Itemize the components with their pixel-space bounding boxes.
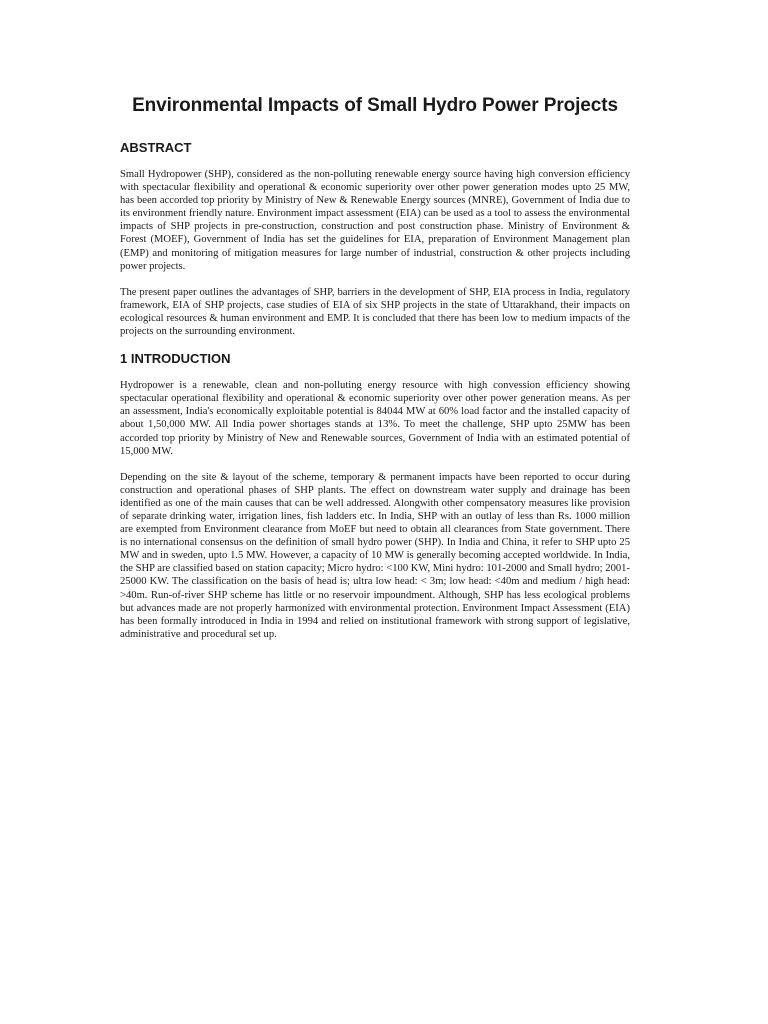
document-page xyxy=(120,95,630,654)
abstract-section xyxy=(120,140,630,338)
document-title: Environmental Impacts of Small Hydro Power Projects xyxy=(132,95,618,116)
introduction-paragraph-1: Hydropower is a renewable, clean and non-polluting energy resource with high convession efficiency showing spectacular operational flexibility and operational & economic superiority over other power generation means. As per an assessment, India's economically exploitable potential is 84044 MW at 60% load factor and the installed capacity of about 1,50,000 MW. All India power shortages stands at 13%. To meet the challenge, SHP upto 25MW has been accorded top priority by Ministry of New and Renewable sources, Government of India with an estimated potential of 15,000 MW. xyxy=(120,380,630,457)
introduction-paragraph-2: Depending on the site & layout of the scheme, temporary & permanent impacts have been reported to occur during construction and operational phases of SHP plants. The effect on downstream water supply and drainage has been identified as one of the main causes that can be well addressed. Alongwith other compensatory measures like provision of separate drinking water, irrigation lines, fish ladders etc. In India, SHP with an outlay of less than Rs. 1000 million are exempted from Environment clearance from MoEF but need to obtain all clearances from State government. There is no international consensus on the definition of small hydro power (SHP). In India and China, it refer to SHP upto 25 MW and in sweden, upto 1.5 MW. However, a capacity of 10 MW is generally becoming accepted worldwide. In India, the SHP are classified based on station capacity; Micro hydro: <100 KW, Mini hydro: 101-2000 and Small hydro; 2001-25000 KW. The classification on the basis of head is; ultra low head: < 3m; low head: <40m and medium / high head: >40m. Run-of-river SHP scheme has little or no reservoir impoundment. Although, SHP has less ecological problems but advances made are not properly harmonized with environmental protection. Environment Impact Assessment (EIA) has been formally introduced in India in 1994 and relied on institutional framework with strong support of legislative, administrative and procedural set up. xyxy=(120,471,630,640)
abstract-paragraph-1: Small Hydropower (SHP), considered as the non-polluting renewable energy source having high conversion efficiency with spectacular flexibility and operational & economic superiority over other power generation modes upto 25 MW, has been accorded top priority by Ministry of New & Renewable Energy sources (MNRE), Government of India due to its environment friendly nature. Environment impact assessment (EIA) can be used as a tool to assess the environmental impacts of SHP projects in pre-construction, construction and post construction phase. Ministry of Environment & Forest (MOEF), Government of India has set the guidelines for EIA, preparation of Environment Management plan (EMP) and monitoring of mitigation measures for large number of industrial, construction & other projects including power projects. xyxy=(120,169,630,272)
abstract-heading: ABSTRACT xyxy=(120,140,192,155)
abstract-paragraph-2: The present paper outlines the advantages of SHP, barriers in the development of SHP, EIA process in India, regulatory framework, EIA of SHP projects, case studies of EIA of six SHP projects in the state of Uttarakhand, their impacts on ecological resources & human environment and EMP. It is concluded that there has been low to medium impacts of the projects on the surrounding environment. xyxy=(120,286,630,338)
introduction-heading: 1 INTRODUCTION xyxy=(120,351,231,367)
introduction-section xyxy=(120,351,630,641)
